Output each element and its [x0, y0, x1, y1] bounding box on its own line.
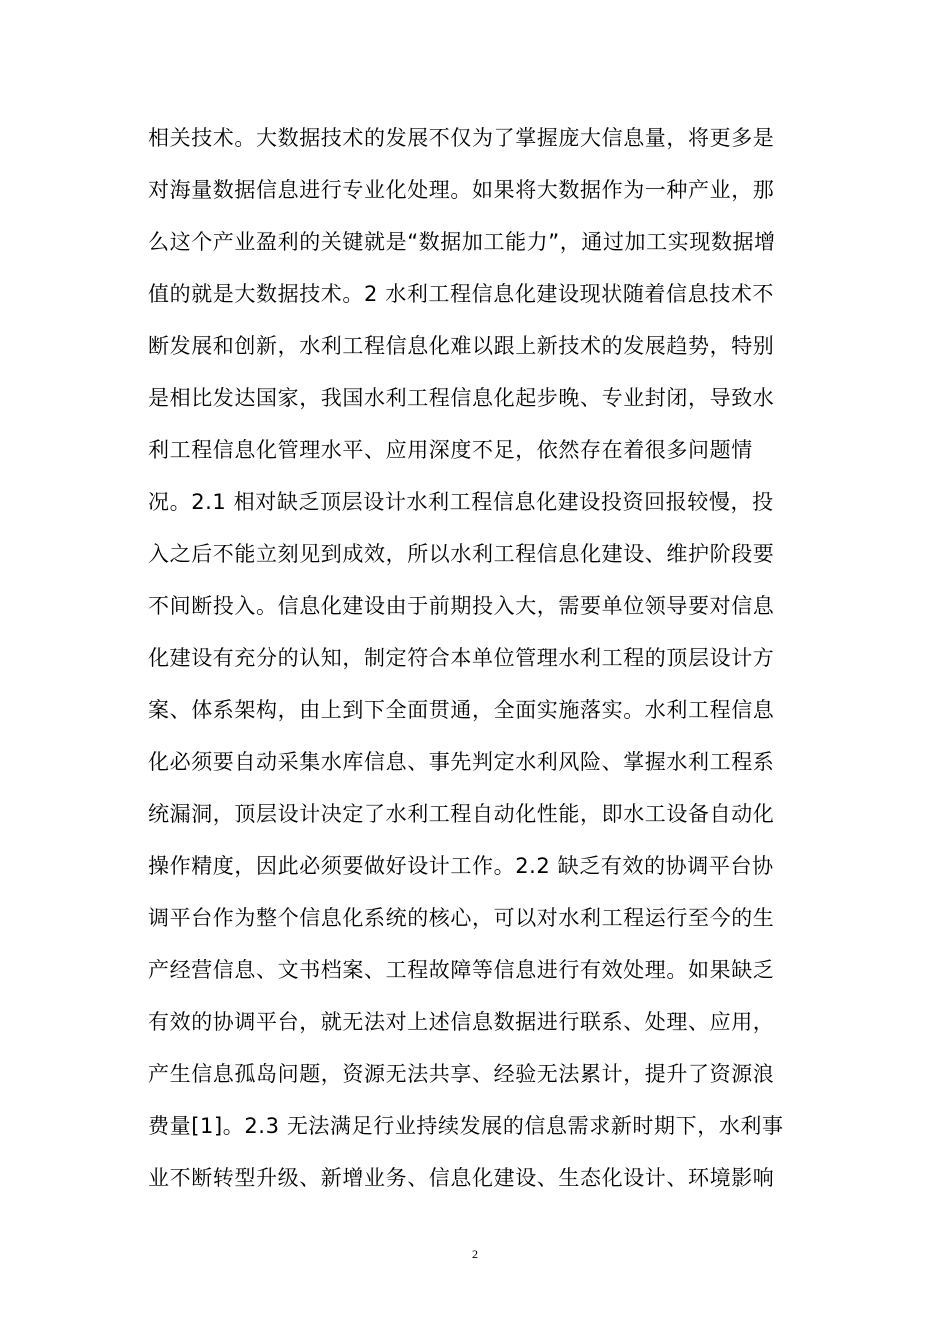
text-line: 况。2.1 相对缺乏顶层设计水利工程信息化建设投资回报较慢，投	[148, 490, 774, 514]
text-line: 断发展和创新，水利工程信息化难以跟上新技术的发展趋势，特别	[148, 334, 775, 358]
text-line: 费量[1]。2.3 无法满足行业持续发展的信息需求新时期下，水利事	[148, 1114, 784, 1138]
text-line: 不间断投入。信息化建设由于前期投入大，需要单位领导要对信息	[148, 594, 775, 618]
text-line: 相关技术。大数据技术的发展不仅为了掌握庞大信息量，将更多是	[148, 126, 775, 150]
text-line: 业不断转型升级、新增业务、信息化建设、生态化设计、环境影响	[148, 1166, 775, 1190]
text-line: 入之后不能立刻见到成效，所以水利工程信息化建设、维护阶段要	[148, 542, 775, 566]
text-line: 利工程信息化管理水平、应用深度不足，依然存在着很多问题情	[148, 438, 753, 462]
page-number: 2	[472, 1247, 478, 1261]
text-line: 对海量数据信息进行专业化处理。如果将大数据作为一种产业，那	[148, 178, 775, 202]
text-line: 是相比发达国家，我国水利工程信息化起步晚、专业封闭，导致水	[148, 386, 775, 410]
text-line: 产生信息孤岛问题，资源无法共享、经验无法累计，提升了资源浪	[148, 1062, 775, 1086]
text-line: 化建设有充分的认知，制定符合本单位管理水利工程的顶层设计方	[148, 646, 775, 670]
text-line: 调平台作为整个信息化系统的核心，可以对水利工程运行至今的生	[148, 906, 775, 930]
text-line: 操作精度，因此必须要做好设计工作。2.2 缺乏有效的协调平台协	[148, 854, 774, 878]
text-line: 统漏洞，顶层设计决定了水利工程自动化性能，即水工设备自动化	[148, 802, 775, 826]
text-line: 值的就是大数据技术。2 水利工程信息化建设现状随着信息技术不	[148, 282, 775, 306]
text-line: 么这个产业盈利的关键就是“数据加工能力”，通过加工实现数据增	[148, 230, 776, 254]
text-line: 案、体系架构，由上到下全面贯通，全面实施落实。水利工程信息	[148, 698, 775, 722]
text-line: 有效的协调平台，就无法对上述信息数据进行联系、处理、应用，	[148, 1010, 775, 1034]
body-text	[148, 112, 808, 1204]
text-line: 产经营信息、文书档案、工程故障等信息进行有效处理。如果缺乏	[148, 958, 775, 982]
text-line: 化必须要自动采集水库信息、事先判定水利风险、掌握水利工程系	[148, 750, 775, 774]
